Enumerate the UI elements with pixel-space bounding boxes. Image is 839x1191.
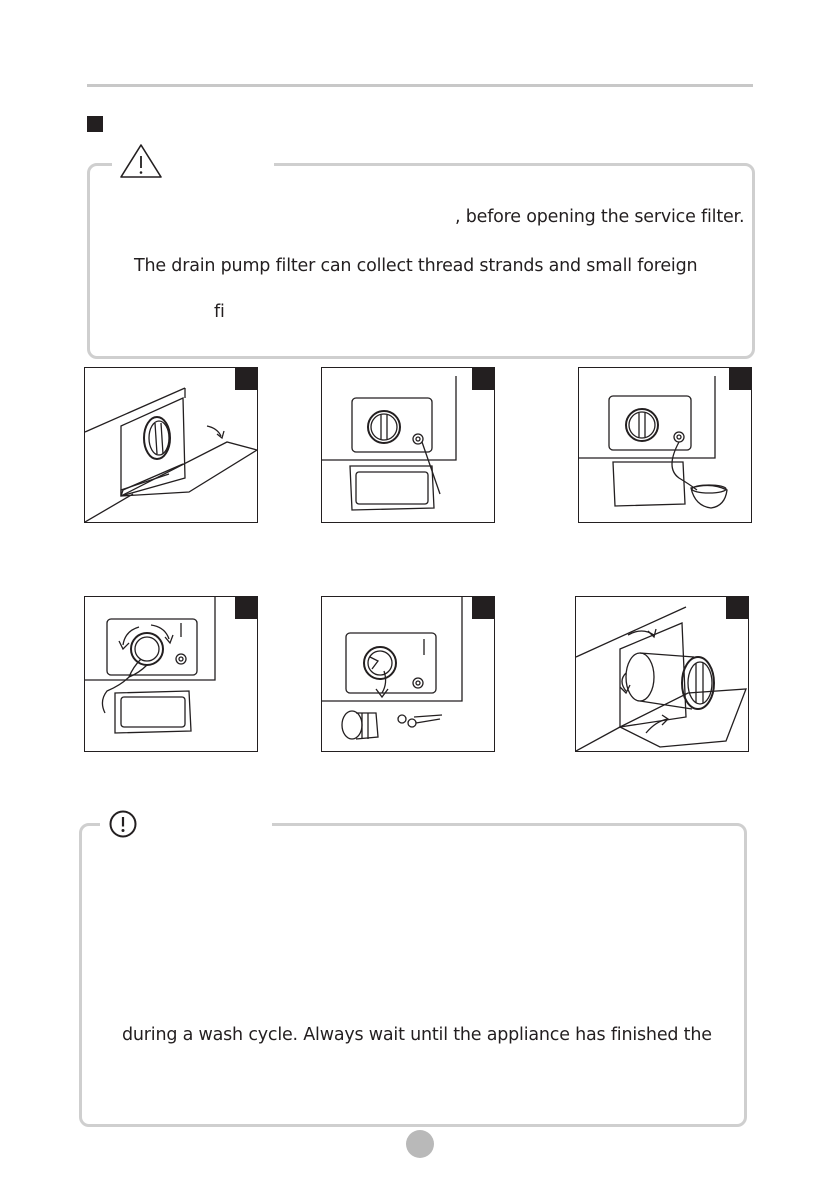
section-marker [87, 116, 103, 132]
warning-line-3: fi [214, 302, 225, 322]
page-number-badge [406, 1130, 434, 1158]
header-rule [87, 84, 753, 87]
caution-line-1: during a wash cycle. Always wait until the appliance has finished the [122, 1025, 712, 1045]
figure-step-5-badge [472, 597, 494, 619]
figure-step-3 [578, 367, 752, 523]
figure-step-6 [575, 596, 749, 752]
figure-step-1 [84, 367, 258, 523]
figure-step-2 [321, 367, 495, 523]
warning-line-1: , before opening the service filter. [455, 207, 745, 227]
warning-triangle-icon [118, 142, 164, 180]
figure-step-2-badge [472, 368, 494, 390]
figure-step-4 [84, 596, 258, 752]
warning-line-2: The drain pump filter can collect thread strands and small foreign [134, 256, 698, 276]
figure-step-3-badge [729, 368, 751, 390]
figure-step-4-badge [235, 597, 257, 619]
figure-step-6-badge [726, 597, 748, 619]
caution-exclamation-icon [108, 809, 138, 839]
figure-step-1-badge [235, 368, 257, 390]
caution-box [79, 823, 747, 1127]
figure-step-5 [321, 596, 495, 752]
